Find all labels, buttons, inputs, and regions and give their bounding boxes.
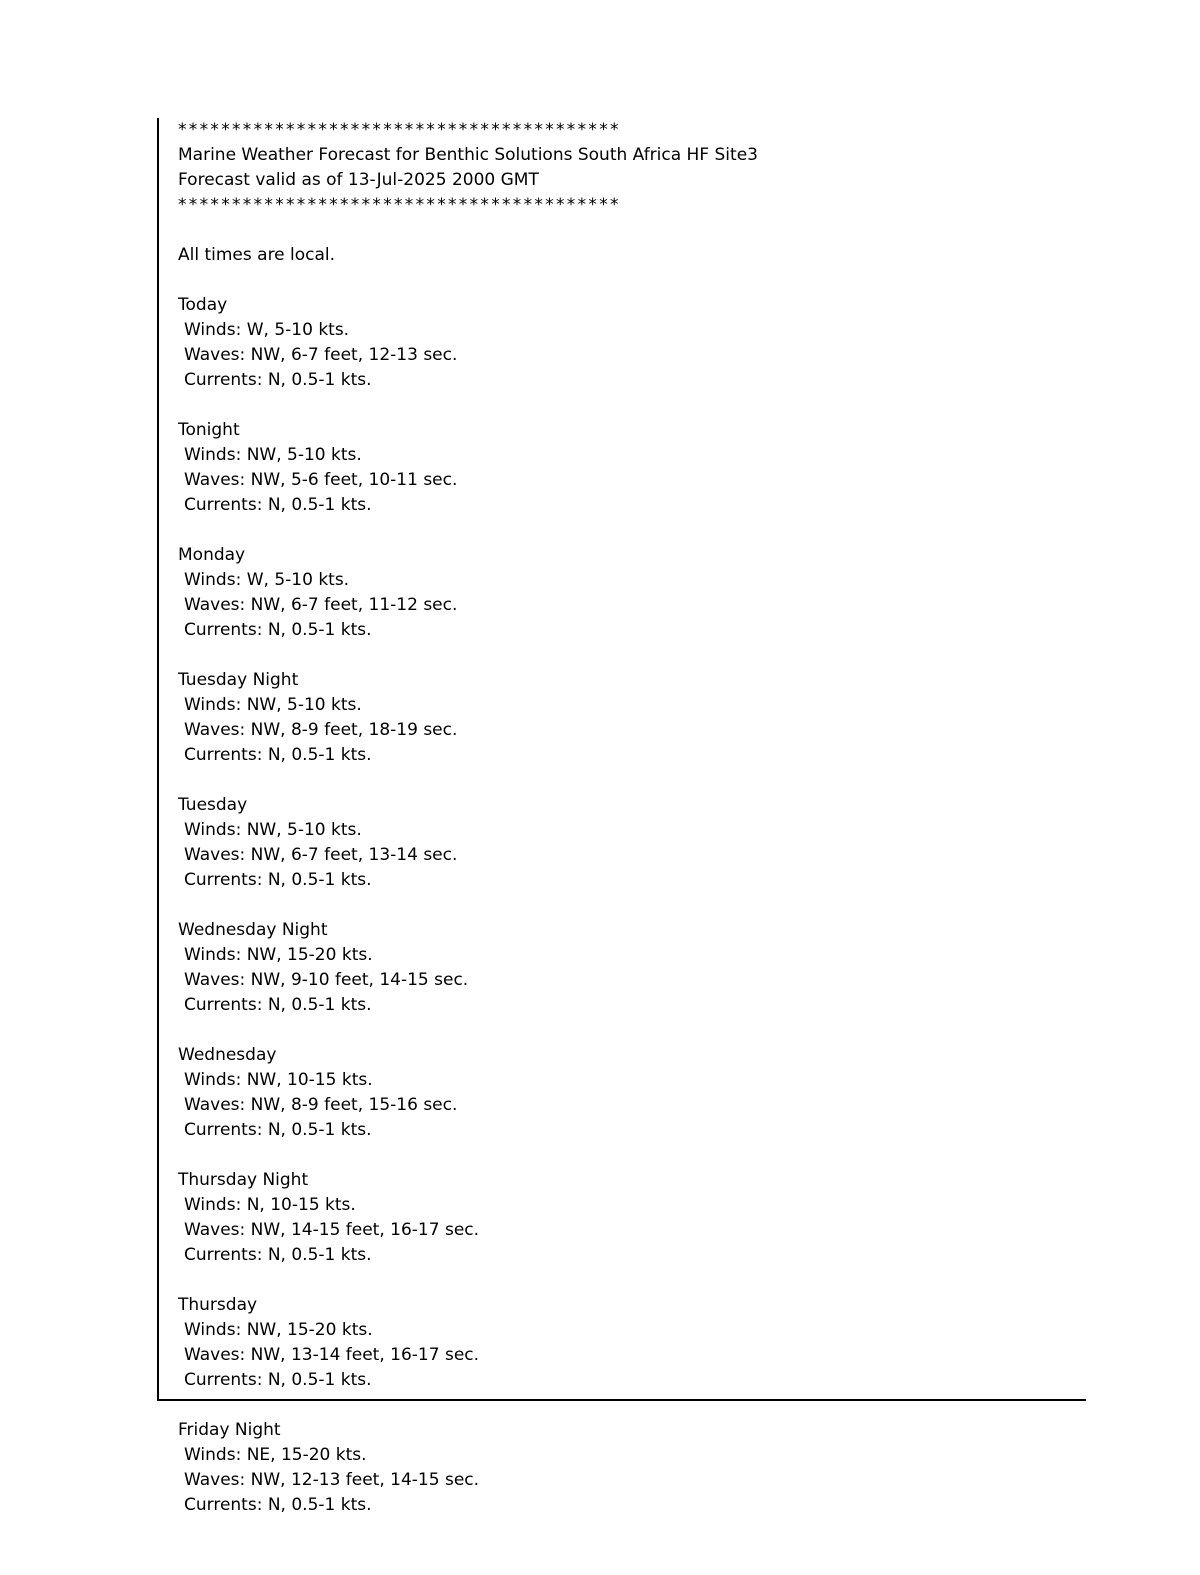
section-winds: Winds: NW, 15-20 kts. <box>184 1320 373 1340</box>
section-waves: Waves: NW, 6-7 feet, 13-14 sec. <box>184 845 458 865</box>
blank-line <box>178 1018 1086 1043</box>
forecast-section-monday <box>178 543 1086 668</box>
section-currents: Currents: N, 0.5-1 kts. <box>184 495 372 515</box>
section-period: Wednesday Night <box>178 920 328 940</box>
forecast-section-tonight <box>178 418 1086 543</box>
section-waves: Waves: NW, 14-15 feet, 16-17 sec. <box>184 1220 480 1240</box>
forecast-continuation <box>157 1403 479 1518</box>
section-currents: Currents: N, 0.5-1 kts. <box>184 620 372 640</box>
section-currents: Currents: N, 0.5-1 kts. <box>184 370 372 390</box>
forecast-section-today <box>178 293 1086 418</box>
section-period: Tuesday <box>178 795 248 815</box>
blank-line <box>178 1268 1086 1293</box>
blank-line <box>178 643 1086 668</box>
section-winds: Winds: W, 5-10 kts. <box>184 570 350 590</box>
forecast-section-wednesday-night <box>178 918 1086 1043</box>
section-period: Tonight <box>178 420 240 440</box>
document-validity-line: Forecast valid as of 13-Jul-2025 2000 GMT <box>178 170 539 190</box>
forecast-section-wednesday <box>178 1043 1086 1168</box>
blank-line <box>178 1143 1086 1168</box>
blank-line <box>178 393 1086 418</box>
section-currents: Currents: N, 0.5-1 kts. <box>184 745 372 765</box>
section-winds: Winds: NW, 5-10 kts. <box>184 695 362 715</box>
section-waves: Waves: NW, 8-9 feet, 15-16 sec. <box>184 1095 458 1115</box>
forecast-section-thursday <box>178 1293 1086 1393</box>
banner-line-bottom: ***************************************** <box>178 195 621 215</box>
section-period: Thursday Night <box>178 1170 309 1190</box>
section-winds: Winds: N, 10-15 kts. <box>184 1195 356 1215</box>
section-waves: Waves: NW, 6-7 feet, 12-13 sec. <box>184 345 458 365</box>
times-note: All times are local. <box>178 245 336 265</box>
section-currents: Currents: N, 0.5-1 kts. <box>184 1495 372 1515</box>
section-waves: Waves: NW, 9-10 feet, 14-15 sec. <box>184 970 469 990</box>
section-winds: Winds: NW, 10-15 kts. <box>184 1070 373 1090</box>
section-winds: Winds: NE, 15-20 kts. <box>184 1445 367 1465</box>
section-period: Tuesday Night <box>178 670 299 690</box>
section-currents: Currents: N, 0.5-1 kts. <box>184 870 372 890</box>
forecast-section-tuesday-night <box>178 668 1086 793</box>
section-currents: Currents: N, 0.5-1 kts. <box>184 1370 372 1390</box>
section-currents: Currents: N, 0.5-1 kts. <box>184 1245 372 1265</box>
section-winds: Winds: NW, 15-20 kts. <box>184 945 373 965</box>
section-waves: Waves: NW, 6-7 feet, 11-12 sec. <box>184 595 458 615</box>
blank-line <box>178 518 1086 543</box>
blank-line <box>178 218 1086 243</box>
section-waves: Waves: NW, 8-9 feet, 18-19 sec. <box>184 720 458 740</box>
forecast-section-thursday-night <box>178 1168 1086 1293</box>
document-title: Marine Weather Forecast for Benthic Solutions South Africa HF Site3 <box>178 145 758 165</box>
section-period: Monday <box>178 545 246 565</box>
section-period: Today <box>178 295 228 315</box>
section-winds: Winds: NW, 5-10 kts. <box>184 820 362 840</box>
section-period: Wednesday <box>178 1045 277 1065</box>
blank-line <box>178 268 1086 293</box>
section-winds: Winds: NW, 5-10 kts. <box>184 445 362 465</box>
banner-line-top: ***************************************** <box>178 120 621 140</box>
section-waves: Waves: NW, 5-6 feet, 10-11 sec. <box>184 470 458 490</box>
section-waves: Waves: NW, 12-13 feet, 14-15 sec. <box>184 1470 480 1490</box>
section-period: Thursday <box>178 1295 258 1315</box>
blank-line <box>178 768 1086 793</box>
forecast-section-friday-night <box>178 1418 479 1518</box>
section-waves: Waves: NW, 13-14 feet, 16-17 sec. <box>184 1345 480 1365</box>
section-currents: Currents: N, 0.5-1 kts. <box>184 995 372 1015</box>
section-currents: Currents: N, 0.5-1 kts. <box>184 1120 372 1140</box>
forecast-bordered-region <box>157 118 1086 1401</box>
forecast-section-tuesday <box>178 793 1086 918</box>
section-period: Friday Night <box>178 1420 281 1440</box>
section-winds: Winds: W, 5-10 kts. <box>184 320 350 340</box>
blank-line <box>178 893 1086 918</box>
